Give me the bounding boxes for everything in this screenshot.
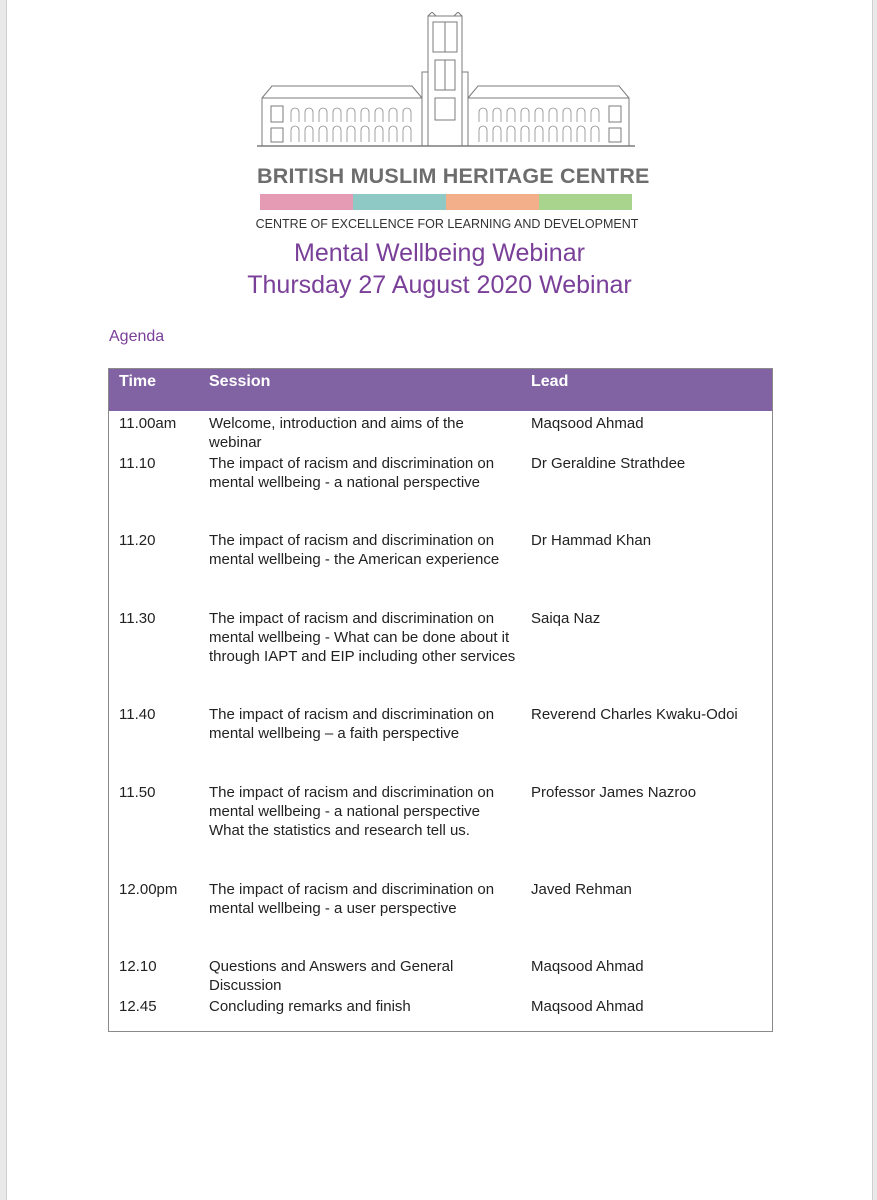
row-time: 11.40 [119,706,156,723]
row-session: The impact of racism and discrimination on mental wellbeing - a national perspective [209,455,495,491]
row-lead: Maqsood Ahmad [531,415,644,432]
row-session: The impact of racism and discrimination on mental wellbeing - a user perspective [209,881,495,917]
row-lead: Professor James Nazroo [531,784,697,801]
row-session: Welcome, introduction and aims of the webinar [209,415,464,451]
row-session: The impact of racism and discrimination on mental wellbeing - a national perspective What the statistics and research tell us. [209,784,495,839]
row-lead: Dr Hammad Khan [531,532,652,549]
row-time: 12.00pm [119,881,178,898]
org-name: BRITISH MUSLIM HERITAGE CENTRE [257,164,650,188]
row-lead: Dr Geraldine Strathdee [531,455,686,472]
row-session: Questions and Answers and General Discussion [209,958,454,994]
brand-bar-pink [260,194,353,210]
row-time: 11.10 [119,455,156,472]
row-time: 11.30 [119,610,156,627]
row-time: 11.00am [119,415,177,432]
agenda-table-header [109,369,772,411]
brand-bar-teal [353,194,446,210]
agenda-table [108,368,773,1032]
row-session: Concluding remarks and finish [209,998,411,1015]
row-lead: Reverend Charles Kwaku-Odoi [531,706,738,723]
webinar-title: Mental Wellbeing Webinar [294,239,585,267]
row-session: The impact of racism and discrimination on mental wellbeing – a faith perspective [209,706,495,742]
brand-bar-green [539,194,632,210]
row-time: 11.50 [119,784,156,801]
webinar-date: Thursday 27 August 2020 Webinar [247,271,632,299]
row-session: The impact of racism and discrimination on mental wellbeing - the American experience [209,532,500,568]
row-lead: Saiqa Naz [531,610,601,627]
row-lead: Javed Rehman [531,881,632,898]
agenda-label: Agenda [109,328,165,345]
column-header-time: Time [119,373,157,390]
row-time: 12.10 [119,958,157,975]
building-illustration [257,12,635,157]
document-page [6,0,873,1200]
org-subtitle: CENTRE OF EXCELLENCE FOR LEARNING AND DEVELOPMENT [255,217,639,231]
row-session: The impact of racism and discrimination on mental wellbeing - What can be done about it through IAPT and EIP including other services [209,610,516,665]
brand-bar-orange [446,194,539,210]
row-lead: Maqsood Ahmad [531,998,644,1015]
bmhc-logo [251,12,650,231]
row-lead: Maqsood Ahmad [531,958,644,975]
column-header-session: Session [209,373,271,390]
brand-color-bars [260,194,632,210]
row-time: 12.45 [119,998,157,1015]
column-header-lead: Lead [531,373,569,390]
row-time: 11.20 [119,532,156,549]
